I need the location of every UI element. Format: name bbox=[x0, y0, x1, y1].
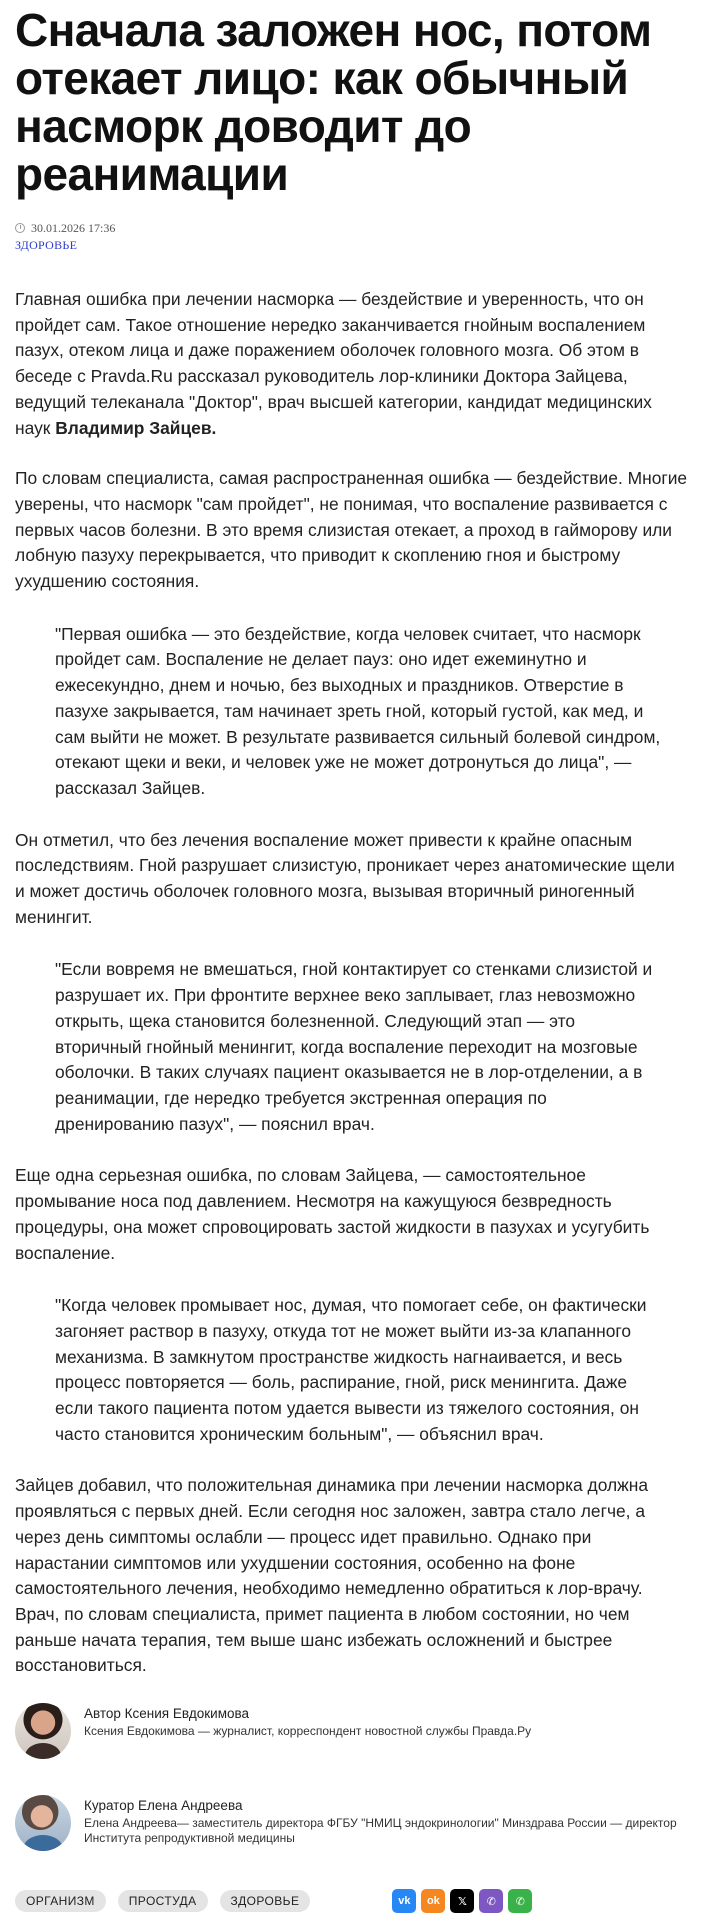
curator-info bbox=[84, 1795, 688, 1846]
curator-avatar[interactable] bbox=[15, 1795, 71, 1851]
article-meta bbox=[15, 220, 688, 236]
whatsapp-share-icon[interactable]: ✆ bbox=[508, 1889, 532, 1913]
expert-name: Владимир Зайцев. bbox=[55, 417, 217, 438]
paragraph: Он отметил, что без лечения воспаление может привести к крайне опасным последствиям. Гной разрушает слизистую, проникает через анатомические щели и может достичь оболочек головного мозга, вызывая вторичный риногенный менингит. bbox=[15, 829, 675, 927]
quote: "Первая ошибка — это бездействие, когда человек считает, что насморк пройдет сам. Воспаление не делает пауз: оно идет ежеминутно и ежесекундно, днем и ночью, без выходных и праздников. Отверстие в пазухе закрывается, там начинает зреть гной, который густой, как мед, и сам выйти не может. В результате развивается сильный болевой синдром, отекают щеки и веки, и человек уже не может дотронуться до лица", — рассказал Зайцев. bbox=[55, 623, 661, 798]
intro-paragraph bbox=[15, 287, 688, 441]
tag-zdorovie[interactable]: ЗДОРОВЬЕ bbox=[220, 1890, 311, 1912]
author-avatar[interactable] bbox=[15, 1703, 71, 1759]
tag-organism[interactable]: ОРГАНИЗМ bbox=[15, 1890, 106, 1912]
curator-description: Елена Андреева— заместитель директора ФГБУ "НМИЦ эндокринологии" Минздрава России — директор Института репродуктивной медицины bbox=[84, 1816, 677, 1846]
article-title: Сначала заложен нос, потом отекает лицо: как обычный насморк доводит до реанимации bbox=[15, 4, 652, 200]
curator-name[interactable]: Куратор Елена Андреева bbox=[84, 1798, 243, 1814]
rubric-link[interactable]: ЗДОРОВЬЕ bbox=[15, 238, 78, 252]
article-footer bbox=[15, 1889, 688, 1913]
ok-share-icon[interactable]: ok bbox=[421, 1889, 445, 1913]
author-block bbox=[15, 1703, 688, 1759]
vk-share-icon[interactable]: vk bbox=[392, 1889, 416, 1913]
paragraph: Зайцев добавил, что положительная динамика при лечении насморка должна проявляться с первых дней. Если сегодня нос заложен, завтра стало легче, а через день симптомы ослабли — процесс идет правильно. Однако при нарастании симптомов или ухудшении состояния, особенно на фоне самостоятельного лечения, необходимо немедленно обратиться к лор-врачу. Врач, по словам специалиста, примет пациента в любом состоянии, но чем раньше начата терапия, тем выше шанс избежать осложнений и быстрее восстановиться. bbox=[15, 1475, 649, 1676]
author-description: Ксения Евдокимова — журналист, корреспондент новостной службы Правда.Ру bbox=[84, 1724, 532, 1739]
x-share-icon[interactable]: 𝕏 bbox=[450, 1889, 474, 1913]
tag-prostuda[interactable]: ПРОСТУДА bbox=[118, 1890, 208, 1912]
intro-text: Главная ошибка при лечении насморка — бездействие и уверенность, что он пройдет сам. Такое отношение нередко заканчивается гнойным воспалением пазух, отеком лица и даже поражением оболочек головного мозга. Об этом в беседе с Pravda.Ru рассказал руководитель лор-клиники Доктора Зайцева, ведущий телеканала "Доктор", врач высшей категории, кандидат медицинских наук bbox=[15, 289, 652, 438]
viber-share-icon[interactable]: ✆ bbox=[479, 1889, 503, 1913]
quote: "Когда человек промывает нос, думая, что помогает себе, он фактически загоняет раствор в пазуху, откуда тот не может выйти из-за клапанного механизма. В замкнутом пространстве жидкость нагнаивается, и весь процесс повторяется — боль, распирание, гной, риск менингита. Даже если такого пациента потом удается вывести из тяжелого состояния, он часто становится хроническим больным", — объяснил врач. bbox=[55, 1295, 647, 1444]
author-info bbox=[84, 1703, 531, 1739]
share-buttons bbox=[392, 1889, 532, 1913]
curator-block bbox=[15, 1795, 688, 1851]
paragraph: По словам специалиста, самая распространенная ошибка — бездействие. Многие уверены, что насморк "сам пройдет", не понимая, что воспаление развивается с первых часов болезни. В это время слизистая отекает, а проход в гайморову или лобную пазуху перекрывается, что приводит к скоплению гноя и быстрому ухудшению состояния. bbox=[15, 468, 688, 592]
publish-date: 30.01.2026 17:36 bbox=[31, 220, 116, 235]
quote: "Если вовремя не вмешаться, гной контактирует со стенками слизистой и разрушает их. При фронтите верхнее веко заплывает, глаз невозможно открыть, щека становится болезненной. Следующий этап — это вторичный гнойный менингит, когда воспаление переходит на мозговые оболочки. В таких случаях пациент оказывается не в лор-отделении, а в реанимации, где нередко требуется экстренная операция по дренированию пазух", — пояснил врач. bbox=[55, 959, 653, 1134]
author-name[interactable]: Автор Ксения Евдокимова bbox=[84, 1706, 250, 1722]
paragraph: Еще одна серьезная ошибка, по словам Зайцева, — самостоятельное промывание носа под давлением. Несмотря на кажущуюся безвредность процедуры, она может спровоцировать застой жидкости в пазухах и усугубить воспаление. bbox=[15, 1165, 650, 1263]
clock-icon bbox=[15, 223, 25, 233]
